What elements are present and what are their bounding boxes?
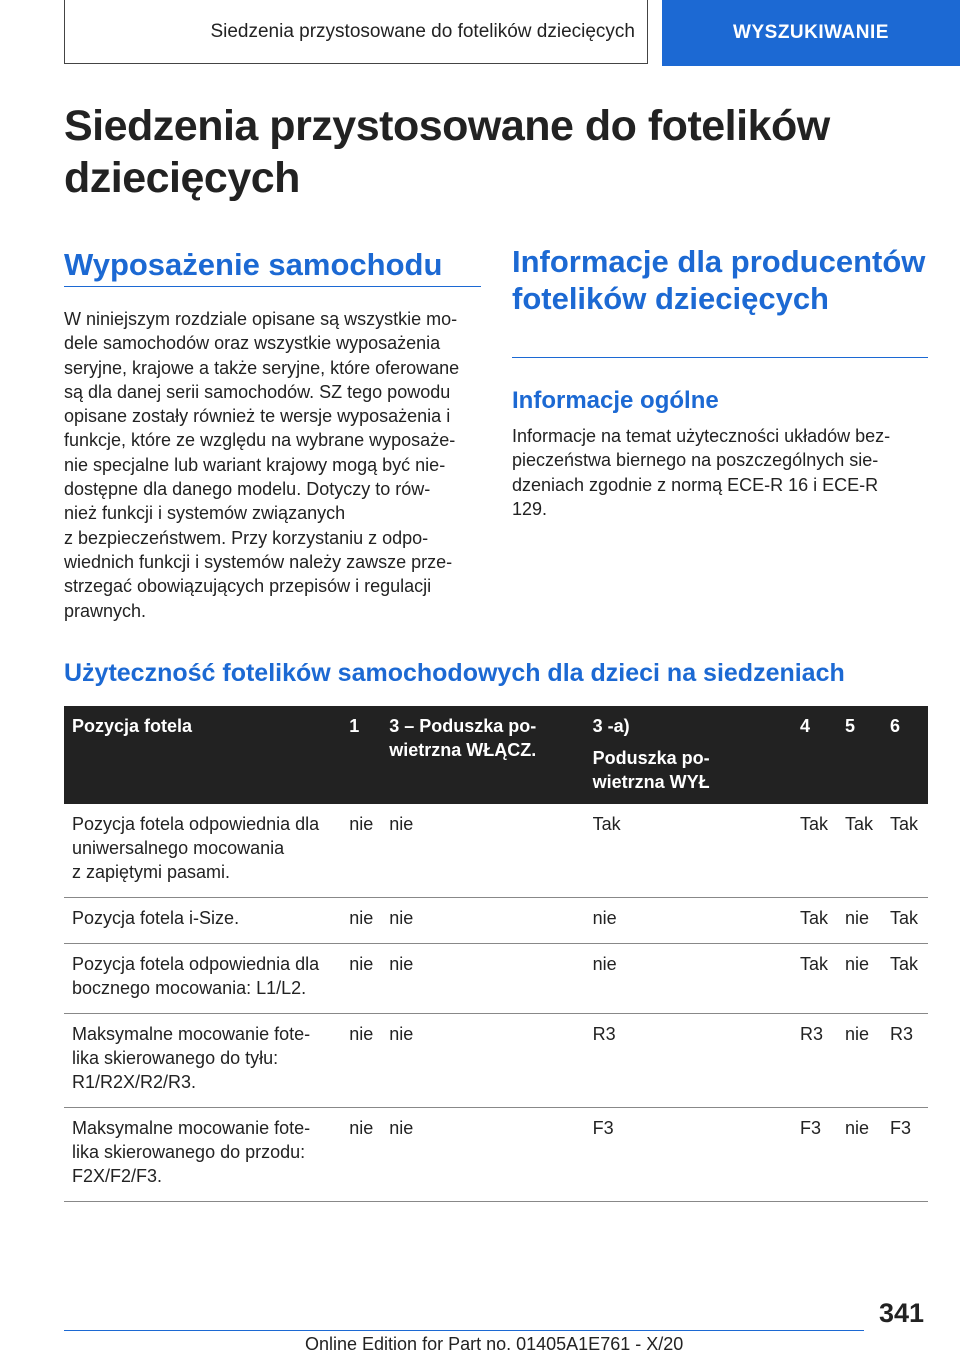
section-divider bbox=[512, 357, 928, 358]
table-row bbox=[64, 898, 928, 944]
table-cell: nie bbox=[585, 898, 792, 944]
table-header-row bbox=[64, 706, 928, 804]
table-cell: nie bbox=[837, 1014, 882, 1108]
page-title: Siedzenia przystosowane do fotelików dziecięcych bbox=[64, 102, 830, 202]
table-cell: nie bbox=[341, 944, 381, 1014]
header-cell: 4 bbox=[792, 706, 837, 804]
table-cell: R3 bbox=[585, 1014, 792, 1108]
table-cell: Tak bbox=[882, 944, 928, 1014]
table-cell: Tak bbox=[792, 804, 837, 898]
page-number: 341 bbox=[878, 1298, 924, 1328]
edition-text: Online Edition for Part no. 01405A1E761 - X/20 bbox=[305, 1334, 684, 1354]
table-cell: nie bbox=[341, 898, 381, 944]
general-info-paragraph: Informacje na temat użyteczności układów bez‐ pieczeństwa biernego na poszczególnych sie‐ dzeniach zgodnie z normą ECE-R 16 i ECE-R 129. bbox=[512, 426, 891, 519]
table-cell: Tak bbox=[792, 898, 837, 944]
section-divider bbox=[64, 286, 481, 287]
table-row bbox=[64, 1014, 928, 1108]
table-cell: Tak bbox=[792, 944, 837, 1014]
table-cell: nie bbox=[341, 1108, 381, 1202]
table-cell: F3 bbox=[792, 1108, 837, 1202]
footer-divider bbox=[64, 1330, 864, 1331]
table-cell: Tak bbox=[585, 804, 792, 898]
table-section-title: Użyteczność fotelików samochodowych dla dzieci na siedzeniach bbox=[64, 659, 845, 687]
table-cell: Maksymalne mocowanie fote‐ lika skierowanego do tyłu: R1/R2X/R2/R3. bbox=[64, 1014, 341, 1108]
section-title-manufacturers: Informacje dla producentów fotelików dziecięcych bbox=[512, 244, 926, 316]
section-title-equipment: Wyposażenie samochodu bbox=[64, 247, 443, 282]
table-cell: R3 bbox=[792, 1014, 837, 1108]
table-cell: nie bbox=[341, 804, 381, 898]
subsection-title-general: Informacje ogólne bbox=[512, 387, 719, 414]
table-cell: nie bbox=[381, 804, 584, 898]
table-cell: nie bbox=[341, 1014, 381, 1108]
table-cell: F3 bbox=[882, 1108, 928, 1202]
table-cell: Tak bbox=[837, 804, 882, 898]
header-cell-sublabel: Poduszka po‐ wietrzna WYŁ bbox=[592, 748, 710, 792]
table-cell: nie bbox=[837, 1108, 882, 1202]
table-row bbox=[64, 1108, 928, 1202]
header-cell: 6 bbox=[882, 706, 928, 804]
header-cell-label: 3 -a) bbox=[592, 716, 630, 736]
table-cell: nie bbox=[381, 898, 584, 944]
search-button[interactable]: WYSZUKIWANIE bbox=[662, 0, 960, 66]
table-row bbox=[64, 944, 928, 1014]
table-cell: Tak bbox=[882, 804, 928, 898]
top-bar bbox=[0, 0, 960, 66]
table-cell: nie bbox=[585, 944, 792, 1014]
table-row bbox=[64, 804, 928, 898]
table-cell: nie bbox=[381, 1014, 584, 1108]
table-cell: Tak bbox=[882, 898, 928, 944]
header-cell bbox=[585, 706, 792, 804]
equipment-paragraph: W niniejszym rozdziale opisane są wszystkie mo‐ dele samochodów oraz wszystkie wyposażenia seryjne, krajowe a także seryjne, które oferowane są dla danej serii samochodów. SZ tego powodu opisane zostały również te wersje wyposażenia i funkcje, które ze względu na wybrane wyposaże‐ nie specjalne lub wariant krajowy mogą być nie‐ dostępne dla danego modelu. Dotyczy to rów‐ nież funkcji i systemów związanych z bezpieczeństwem. Przy korzystaniu z odpo‐ wiednich funkcji i systemów należy zawsze prze‐ strzegać obowiązujących przepisów i regulacji prawnych. bbox=[64, 309, 460, 621]
table-cell: F3 bbox=[585, 1108, 792, 1202]
header-cell: Pozycja fotela bbox=[64, 706, 341, 804]
table-cell: nie bbox=[381, 944, 584, 1014]
breadcrumb[interactable]: Siedzenia przystosowane do fotelików dziecięcych bbox=[64, 0, 648, 64]
table-cell: R3 bbox=[882, 1014, 928, 1108]
table-cell: nie bbox=[381, 1108, 584, 1202]
table-cell: Maksymalne mocowanie fote‐ lika skierowanego do przodu: F2X/F2/F3. bbox=[64, 1108, 341, 1202]
table-cell: Pozycja fotela odpowiednia dla bocznego mocowania: L1/L2. bbox=[64, 944, 341, 1014]
seat-suitability-table bbox=[64, 706, 928, 1202]
table-cell: Pozycja fotela i-Size. bbox=[64, 898, 341, 944]
header-cell: 3 – Poduszka po‐ wietrzna WŁĄCZ. bbox=[381, 706, 584, 804]
table-cell: Pozycja fotela odpowiednia dla uniwersalnego mocowania z zapiętymi pasami. bbox=[64, 804, 341, 898]
table-cell: nie bbox=[837, 898, 882, 944]
header-cell: 5 bbox=[837, 706, 882, 804]
header-cell: 1 bbox=[341, 706, 381, 804]
table-cell: nie bbox=[837, 944, 882, 1014]
